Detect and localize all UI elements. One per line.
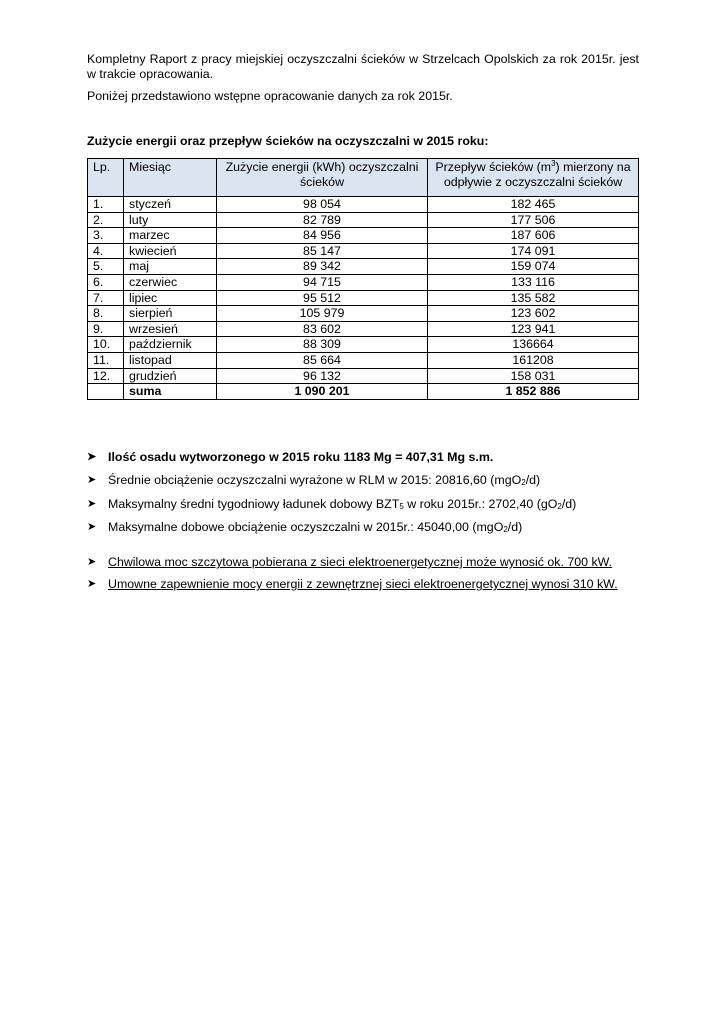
table-sum-row — [88, 384, 639, 400]
document-page — [87, 52, 639, 599]
table-row — [88, 337, 639, 353]
subscript: 5 — [399, 501, 404, 511]
table-row — [88, 306, 639, 322]
cell-lp: 8. — [88, 306, 124, 322]
cell-energy: 88 309 — [217, 337, 428, 353]
cell-flow: 182 465 — [428, 197, 639, 213]
arrowhead-right-icon: ➤ — [87, 497, 97, 510]
cell-energy: 84 956 — [217, 228, 428, 244]
list-item-text-mid: w roku 2015r.: 2702,40 (gO — [403, 496, 558, 511]
power-list — [87, 555, 639, 592]
cell-sum-flow: 1 852 886 — [428, 384, 639, 400]
cell-energy: 85 664 — [217, 352, 428, 368]
list-item-text: Maksymalne dobowe obciążenie oczyszczalni w 2015r.: 45040,00 (mgO — [108, 520, 504, 535]
cell-flow: 174 091 — [428, 243, 639, 259]
cell-energy: 95 512 — [217, 290, 428, 306]
cell-month: marzec — [124, 228, 217, 244]
list-item-text: Maksymalny średni tygodniowy ładunek dobowy BZT — [108, 496, 400, 511]
list-item — [87, 473, 639, 488]
header-flow-sup: 3 — [551, 158, 556, 168]
list-item-text: Ilość osadu wytworzonego w 2015 roku 1183 Mg = 407,31 Mg s.m. — [108, 449, 494, 464]
cell-month: grudzień — [124, 368, 217, 384]
header-flow-prefix: Przepływ ścieków (m — [435, 160, 552, 174]
intro-paragraph: Kompletny Raport z pracy miejskiej oczyszczalni ścieków w Strzelcach Opolskich za rok 2015r. jest w trakcie opracowania. — [87, 52, 639, 81]
list-item-text: Średnie obciążenie oczyszczalni wyrażone w RLM w 2015: 20816,60 (mgO — [108, 473, 522, 488]
cell-energy: 89 342 — [217, 259, 428, 275]
cell-flow: 187 606 — [428, 228, 639, 244]
cell-lp: 7. — [88, 290, 124, 306]
cell-lp: 6. — [88, 274, 124, 290]
cell-lp: 11. — [88, 352, 124, 368]
cell-sum-energy: 1 090 201 — [217, 384, 428, 400]
intro-paragraph-2: Poniżej przedstawiono wstępne opracowanie danych za rok 2015r. — [87, 89, 453, 103]
cell-energy: 96 132 — [217, 368, 428, 384]
header-lp: Lp. — [88, 159, 124, 197]
arrowhead-right-icon: ➤ — [87, 450, 97, 463]
arrowhead-right-icon: ➤ — [87, 578, 97, 591]
cell-energy: 105 979 — [217, 306, 428, 322]
arrowhead-right-icon: ➤ — [87, 521, 97, 534]
cell-month: październik — [124, 337, 217, 353]
cell-flow: 161208 — [428, 352, 639, 368]
list-item — [87, 520, 639, 535]
cell-energy: 98 054 — [217, 197, 428, 213]
table-row — [88, 243, 639, 259]
cell-flow: 123 602 — [428, 306, 639, 322]
cell-flow: 133 116 — [428, 274, 639, 290]
list-item — [87, 555, 639, 570]
list-item-text-end: /d) — [561, 496, 577, 511]
cell-month: sierpień — [124, 306, 217, 322]
table-header-row — [88, 159, 639, 197]
arrowhead-right-icon: ➤ — [87, 474, 97, 487]
table-title: Zużycie energii oraz przepływ ścieków na oczyszczalni w 2015 roku: — [87, 134, 489, 148]
cell-month: wrzesień — [124, 321, 217, 337]
summary-list — [87, 450, 639, 536]
cell-sum-label: suma — [124, 384, 217, 400]
table-row — [88, 212, 639, 228]
subscript-2: 2 — [557, 501, 562, 511]
cell-lp: 10. — [88, 337, 124, 353]
list-item-text-end: /d) — [525, 473, 541, 488]
cell-month: kwiecień — [124, 243, 217, 259]
table-row — [88, 197, 639, 213]
list-item — [87, 450, 639, 465]
list-item-text-end: /d) — [507, 520, 523, 535]
header-month: Miesiąc — [124, 159, 217, 197]
energy-flow-table — [87, 158, 639, 400]
table-row — [88, 352, 639, 368]
table-row — [88, 259, 639, 275]
header-energy: Zużycie energii (kWh) oczyszczalni ścieków — [217, 159, 428, 197]
subscript: 2 — [503, 525, 508, 535]
table-row — [88, 290, 639, 306]
arrowhead-right-icon: ➤ — [87, 556, 97, 569]
list-item — [87, 577, 639, 592]
cell-flow: 159 074 — [428, 259, 639, 275]
header-flow — [428, 159, 639, 197]
subscript: 2 — [521, 478, 526, 488]
cell-month: listopad — [124, 352, 217, 368]
cell-energy: 83 602 — [217, 321, 428, 337]
table-body — [88, 197, 639, 400]
cell-month: lipiec — [124, 290, 217, 306]
cell-flow: 123 941 — [428, 321, 639, 337]
header-flow-suffix: ) mierzony na odpływie z oczyszczalni ścieków — [443, 160, 631, 189]
cell-energy: 82 789 — [217, 212, 428, 228]
list-item — [87, 497, 639, 512]
table-row — [88, 321, 639, 337]
table-row — [88, 368, 639, 384]
cell-lp: 2. — [88, 212, 124, 228]
table-row — [88, 274, 639, 290]
cell-flow: 158 031 — [428, 368, 639, 384]
cell-lp: 5. — [88, 259, 124, 275]
table-row — [88, 228, 639, 244]
cell-lp: 4. — [88, 243, 124, 259]
cell-energy: 85 147 — [217, 243, 428, 259]
cell-month: styczeń — [124, 197, 217, 213]
cell-lp: 1. — [88, 197, 124, 213]
cell-lp: 9. — [88, 321, 124, 337]
cell-month: czerwiec — [124, 274, 217, 290]
cell-flow: 177 506 — [428, 212, 639, 228]
cell-month: maj — [124, 259, 217, 275]
cell-energy: 94 715 — [217, 274, 428, 290]
list-item-text: Chwilowa moc szczytowa pobierana z sieci elektroenergetycznej może wynosić ok. 700 kW. — [108, 555, 613, 570]
cell-month: luty — [124, 212, 217, 228]
list-item-text: Umowne zapewnienie mocy energii z zewnętrznej sieci elektroenergetycznej wynosi 310 kW. — [108, 577, 618, 592]
cell-lp: 3. — [88, 228, 124, 244]
cell-lp-empty — [88, 384, 124, 400]
cell-lp: 12. — [88, 368, 124, 384]
cell-flow: 135 582 — [428, 290, 639, 306]
cell-flow: 136664 — [428, 337, 639, 353]
